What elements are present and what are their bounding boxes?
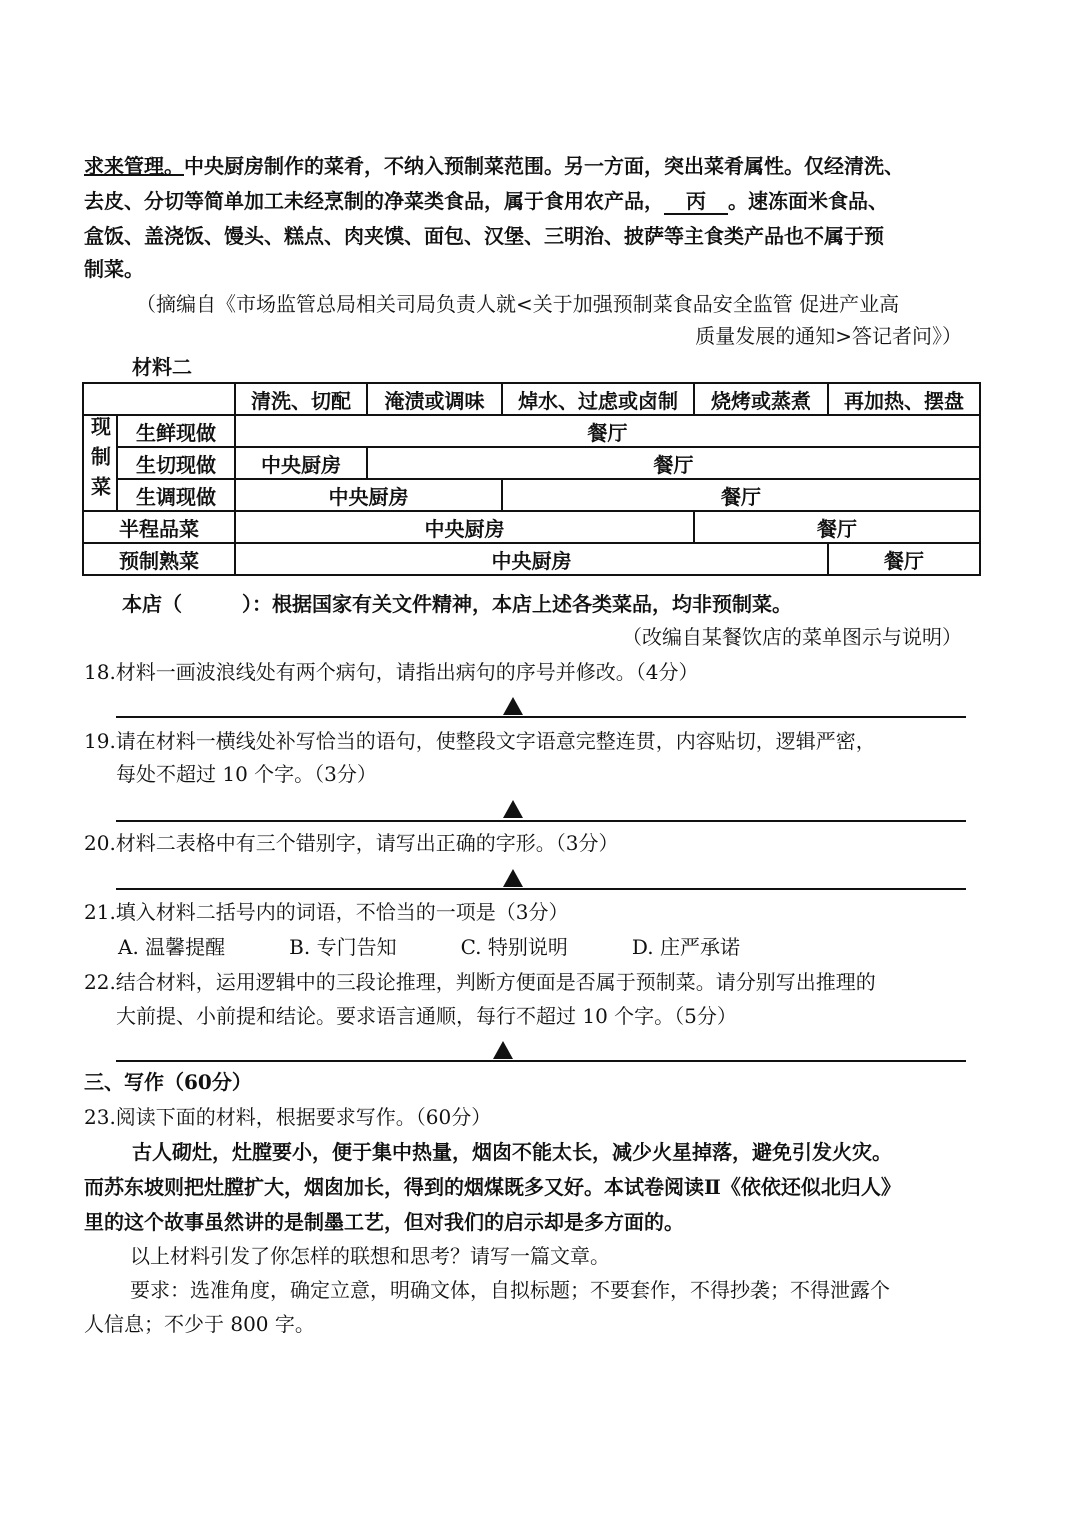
material2-source: （改编自某餐饮店的菜单图示与说明）: [622, 625, 962, 649]
blank-bing: 丙: [664, 189, 728, 215]
answer-line-19[interactable]: [116, 820, 966, 822]
writing-requirements-line-2: 人信息；不少于 800 字。: [84, 1312, 315, 1336]
material1-line-3: 盒饭、盖浇饭、馒头、糕点、肉夹馍、面包、汉堡、三明治、披萨等主食类产品也不属于预: [84, 224, 884, 248]
header-cell: 烧烤或蒸煮: [694, 383, 828, 415]
option-d[interactable]: D. 庄严承诺: [631, 935, 740, 959]
question-22-line-1: 22.结合材料，运用逻辑中的三段论推理，判断方便面是否属于预制菜。请分别写出推理的: [84, 970, 876, 994]
table-row: [83, 479, 980, 511]
header-cell: 焯水、过虑或卤制: [502, 383, 694, 415]
question-19-line-1: 19.请在材料一横线处补写恰当的语句，使整段文字语意完整连贯，内容贴切，逻辑严密，: [84, 729, 876, 753]
table-row: [83, 415, 980, 447]
writing-para-2: 以上材料引发了你怎样的联想和思考？请写一篇文章。: [130, 1244, 610, 1268]
material1-source-1: （摘编自《市场监管总局相关司局负责人就<关于加强预制菜食品安全监管 促进产业高: [136, 292, 900, 316]
material1-line-2: 去皮、分切等简单加工未经烹制的净菜类食品，属于食用农产品， 丙 。速冻面米食品、: [84, 189, 888, 213]
row-name: 半程品菜: [83, 511, 235, 543]
table-row: [83, 511, 980, 543]
answer-line-22[interactable]: [116, 1060, 966, 1062]
wavy-text: 求来管理。: [84, 154, 184, 178]
triangle-marker-icon: [503, 697, 523, 715]
section-writing-title: 三、写作（60分）: [84, 1070, 252, 1094]
question-22-line-2: 大前提、小前提和结论。要求语言通顺，每行不超过 10 个字。（5分）: [116, 1004, 737, 1028]
option-a[interactable]: A. 温馨提醒: [118, 935, 226, 959]
question-19-line-2: 每处不超过 10 个字。（3分）: [116, 762, 377, 786]
row-cell: 餐厅: [828, 543, 980, 575]
material1-source-2: 质量发展的通知>答记者问》）: [695, 324, 962, 348]
triangle-marker-icon: [493, 1041, 513, 1059]
question-20: 20.材料二表格中有三个错别字，请写出正确的字形。（3分）: [84, 831, 619, 855]
question-21-options: [118, 931, 804, 963]
material2-note: 本店（ ）：根据国家有关文件精神，本店上述各类菜品，均非预制菜。: [122, 592, 792, 616]
option-b[interactable]: B. 专门告知: [289, 935, 397, 959]
menu-process-table: [82, 382, 981, 576]
writing-para-1-line-3: 里的这个故事虽然讲的是制墨工艺，但对我们的启示却是多方面的。: [84, 1210, 684, 1234]
row-cell: 中央厨房: [235, 447, 367, 479]
row-name: 生鲜现做: [117, 415, 235, 447]
triangle-marker-icon: [503, 800, 523, 818]
writing-requirements-line-1: 要求：选准角度，确定立意，明确文体，自拟标题；不要套作，不得抄袭；不得泄露个: [130, 1278, 890, 1302]
triangle-marker-icon: [503, 869, 523, 887]
header-cell: 清洗、切配: [235, 383, 367, 415]
writing-para-1-line-2: 而苏东坡则把灶膛扩大，烟囱加长，得到的烟煤既多又好。本试卷阅读Ⅱ《依依还似北归人》: [84, 1175, 901, 1199]
answer-line-20[interactable]: [116, 888, 966, 890]
answer-line-18[interactable]: [116, 716, 966, 718]
header-cell: 淹渍或调味: [367, 383, 502, 415]
material2-label: 材料二: [132, 355, 192, 379]
question-21: 21.填入材料二括号内的词语，不恰当的一项是（3分）: [84, 900, 569, 924]
row-cell: 餐厅: [694, 511, 980, 543]
row-cell: 中央厨房: [235, 543, 828, 575]
material1-line-4: 制菜。: [84, 257, 144, 281]
row-name: 生切现做: [117, 447, 235, 479]
row-cell: 中央厨房: [235, 479, 502, 511]
question-18: 18.材料一画波浪线处有两个病句，请指出病句的序号并修改。（4分）: [84, 660, 699, 684]
writing-para-1-line-1: 古人砌灶，灶膛要小，便于集中热量，烟囱不能太长，减少火星掉落，避免引发火灾。: [132, 1140, 892, 1164]
table-header-row: [83, 383, 980, 415]
row-cell: 中央厨房: [235, 511, 694, 543]
row-cell: 餐厅: [367, 447, 980, 479]
question-23: 23.阅读下面的材料，根据要求写作。（60分）: [84, 1105, 492, 1129]
row-cell: 餐厅: [502, 479, 980, 511]
material1-line-1: 求来管理。中央厨房制作的菜肴，不纳入预制菜范围。另一方面，突出菜肴属性。仅经清洗、: [84, 154, 904, 178]
row-name: 预制熟菜: [83, 543, 235, 575]
group-label: 现制菜: [83, 415, 117, 511]
row-cell: 餐厅: [235, 415, 980, 447]
table-row: [83, 543, 980, 575]
option-c[interactable]: C. 特别说明: [460, 935, 568, 959]
header-cell: 再加热、摆盘: [828, 383, 980, 415]
row-name: 生调现做: [117, 479, 235, 511]
table-row: [83, 447, 980, 479]
